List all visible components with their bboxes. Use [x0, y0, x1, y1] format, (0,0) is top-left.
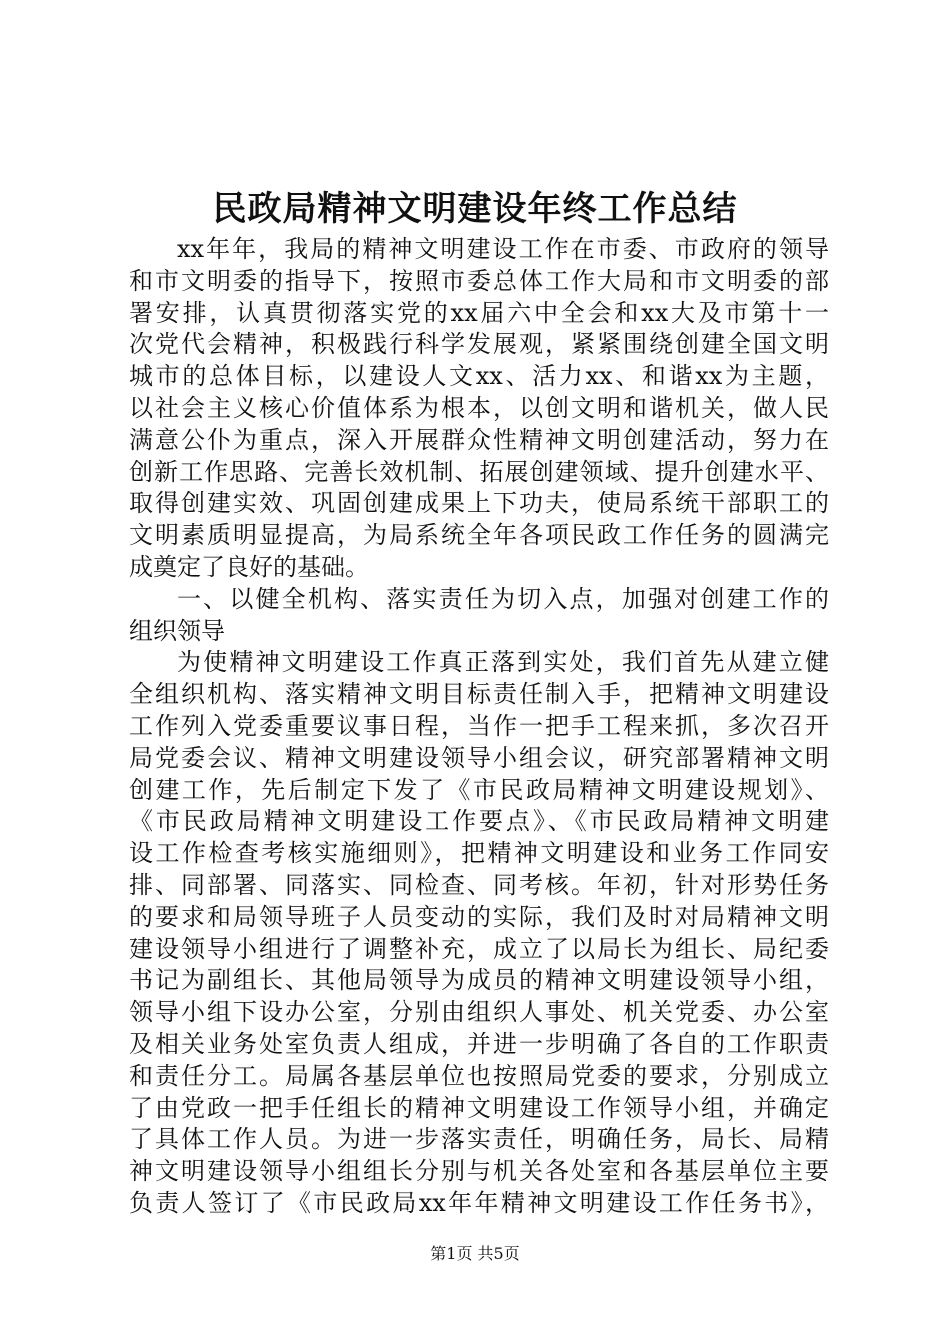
- body-line: 及相关业务处室负责人组成，并进一步明确了各自的工作职责: [129, 1029, 829, 1058]
- body-line: 取得创建实效、巩固创建成果上下功夫，使局系统干部职工的: [129, 489, 829, 518]
- body-line: 了由党政一把手任组长的精神文明建设工作领导小组，并确定: [129, 1093, 829, 1122]
- body-line: 署安排，认真贯彻落实党的xx届六中全会和xx大及市第十一: [129, 298, 829, 327]
- body-line: 满意公仆为重点，深入开展群众性精神文明创建活动，努力在: [129, 425, 829, 454]
- body-line: xx年年，我局的精神文明建设工作在市委、市政府的领导: [177, 235, 829, 263]
- body-line: 局党委会议、精神文明建设领导小组会议，研究部署精神文明: [129, 743, 829, 772]
- body-line: 成奠定了良好的基础。: [129, 552, 369, 581]
- body-line: 为使精神文明建设工作真正落到实处，我们首先从建立健: [177, 648, 829, 677]
- document-title: 民政局精神文明建设年终工作总结: [212, 189, 738, 229]
- body-line: 创建工作，先后制定下发了《市民政局精神文明建设规划》、: [129, 775, 829, 804]
- body-line: 全组织机构、落实精神文明目标责任制入手，把精神文明建设: [129, 680, 829, 709]
- body-line: 和市文明委的指导下，按照市委总体工作大局和市文明委的部: [129, 266, 829, 295]
- body-line: 负责人签订了《市民政局xx年年精神文明建设工作任务书》，: [129, 1188, 829, 1217]
- page-footer: 第1页 共5页: [430, 1244, 520, 1263]
- body-line: 文明素质明显提高，为局系统全年各项民政工作任务的圆满完: [129, 521, 829, 550]
- body-line: 排、同部署、同落实、同检查、同考核。年初，针对形势任务: [129, 870, 829, 899]
- body-line: 建设领导小组进行了调整补充，成立了以局长为组长、局纪委: [129, 934, 829, 963]
- body-line: 以社会主义核心价值体系为根本，以创文明和谐机关，做人民: [129, 393, 829, 422]
- body-line: 创新工作思路、完善长效机制、拓展创建领域、提升创建水平、: [129, 457, 829, 486]
- body-line: 的要求和局领导班子人员变动的实际，我们及时对局精神文明: [129, 902, 829, 931]
- document-body: [129, 234, 829, 1220]
- body-line: 工作列入党委重要议事日程，当作一把手工程来抓，多次召开: [129, 711, 829, 740]
- body-line: 次党代会精神，积极践行科学发展观，紧紧围绕创建全国文明: [129, 330, 829, 359]
- body-line: 神文明建设领导小组组长分别与机关各处室和各基层单位主要: [129, 1157, 829, 1186]
- body-line: 城市的总体目标，以建设人文xx、活力xx、和谐xx为主题，: [129, 362, 829, 391]
- body-line: 组织领导: [129, 616, 225, 645]
- body-line: 一、以健全机构、落实责任为切入点，加强对创建工作的: [177, 584, 829, 613]
- body-line: 领导小组下设办公室，分别由组织人事处、机关党委、办公室: [129, 998, 829, 1027]
- body-line: 和责任分工。局属各基层单位也按照局党委的要求，分别成立: [129, 1061, 829, 1090]
- body-line: 《市民政局精神文明建设工作要点》、《市民政局精神文明建: [129, 807, 829, 836]
- body-line: 书记为副组长、其他局领导为成员的精神文明建设领导小组，: [129, 966, 829, 995]
- body-line: 设工作检查考核实施细则》，把精神文明建设和业务工作同安: [129, 839, 829, 868]
- body-line: 了具体工作人员。为进一步落实责任，明确任务，局长、局精: [129, 1125, 829, 1154]
